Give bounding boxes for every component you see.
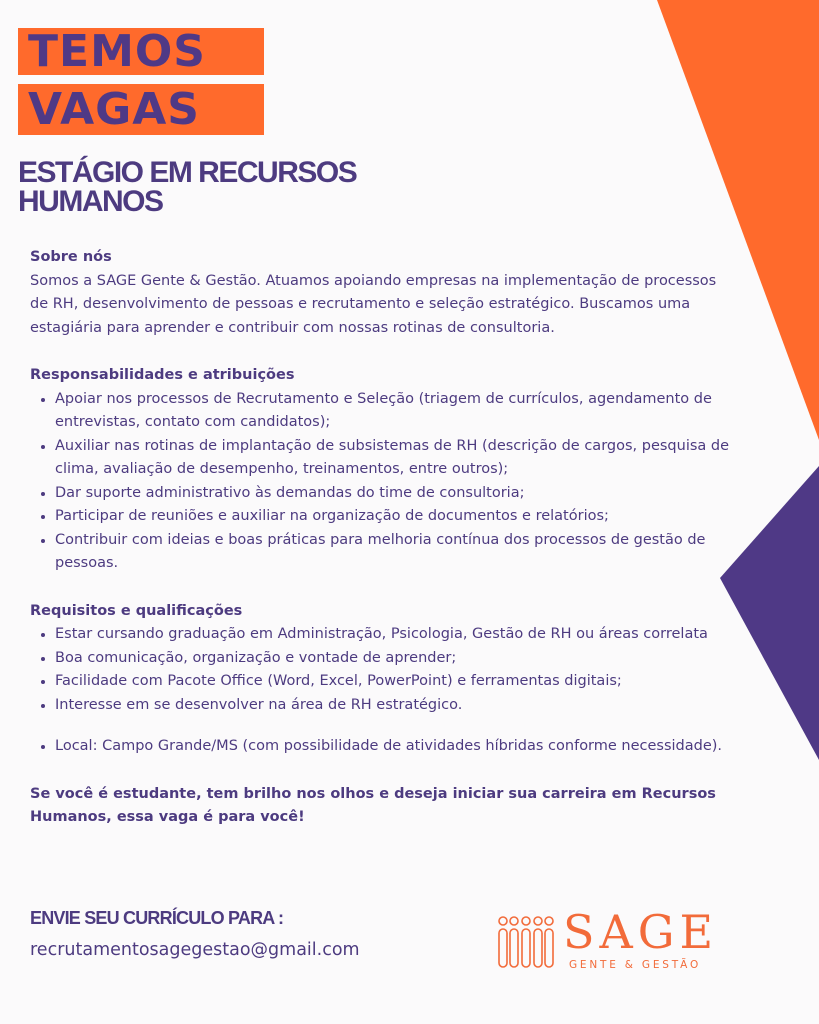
about-title: Sobre nós [30, 249, 112, 265]
requirements-list [30, 623, 730, 717]
responsibilities-list [30, 388, 730, 576]
list-item: • Dar suporte administrativo às demandas do time de consultoria; [55, 482, 730, 506]
requirements-title: Requisitos e qualificações [30, 602, 243, 619]
responsibilities-title: Responsabilidades e atribuições [30, 367, 295, 383]
list-item: • Apoiar nos processos de Recrutamento e Seleção (triagem de currículos, agendamento de entrevistas, contato com candidatos); [55, 388, 730, 435]
job-title-line-1: ESTÁGIO EM RECURSOS [18, 156, 357, 189]
logo-tagline: GENTE & GESTÃO [569, 959, 702, 971]
cta-title: ENVIE SEU CURRÍCULO PARA : [30, 908, 284, 928]
location-list [30, 735, 730, 759]
hero-title-line-1: TEMOS [18, 28, 264, 75]
contact-email[interactable]: recrutamentosagegestao@gmail.com [30, 940, 360, 960]
closing-message: Se você é estudante, tem brilho nos olhos e deseja iniciar sua carreira em Recursos Humanos, essa vaga é para você! [30, 785, 716, 825]
list-item: • Contribuir com ideias e boas práticas para melhoria contínua dos processos de gestão de pessoas. [55, 529, 730, 576]
job-title [18, 158, 458, 216]
about-text: Somos a SAGE Gente & Gestão. Atuamos apoiando empresas na implementação de processos de RH, desenvolvimento de pessoas e recrutamento e seleção estratégico. Buscamos uma estagiária para aprender e contribuir com nossas rotinas de consultoria. [30, 272, 717, 336]
list-item: • Interesse em se desenvolver na área de RH estratégico. [55, 694, 730, 718]
list-item: • Estar cursando graduação em Administração, Psicologia, Gestão de RH ou áreas correlata [55, 623, 730, 647]
purple-corner-shape [720, 466, 819, 760]
job-description [30, 246, 730, 830]
job-title-line-2: HUMANOS [18, 185, 163, 218]
location-item: • Local: Campo Grande/MS (com possibilidade de atividades híbridas conforme necessidade). [55, 735, 730, 759]
list-item: • Participar de reuniões e auxiliar na organização de documentos e relatórios; [55, 505, 730, 529]
sage-logo [497, 905, 742, 974]
five-people-icon [497, 916, 555, 970]
list-item: • Boa comunicação, organização e vontade de aprender; [55, 647, 730, 671]
hero-title-line-2: VAGAS [18, 84, 264, 135]
list-item: • Facilidade com Pacote Office (Word, Excel, PowerPoint) e ferramentas digitais; [55, 670, 730, 694]
list-item: • Auxiliar nas rotinas de implantação de subsistemas de RH (descrição de cargos, pesquisa de clima, avaliação de desempenho, treinamentos, entre outros); [55, 435, 730, 482]
logo-name: SAGE [563, 905, 719, 959]
